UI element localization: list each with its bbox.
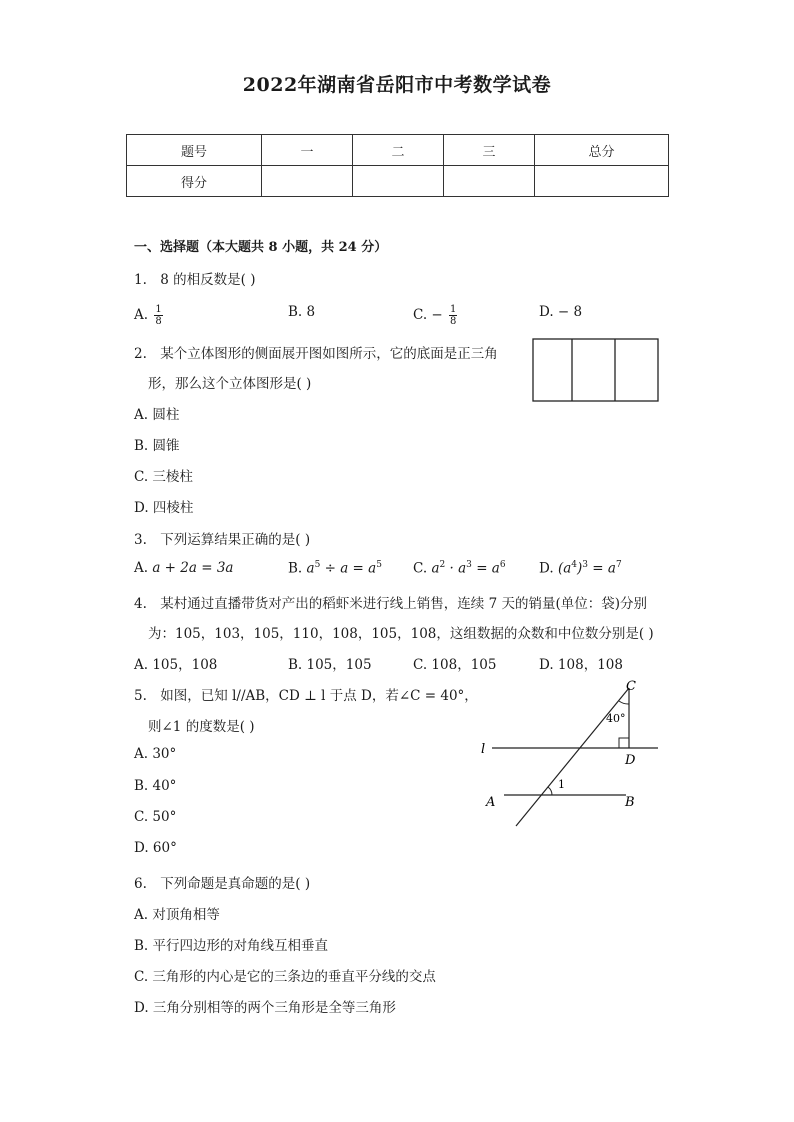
question-2-stem-cont: 形，那么这个立体图形是( ) xyxy=(148,376,312,392)
q5-option-d: D. 60° xyxy=(134,840,177,856)
q1-option-c xyxy=(413,304,459,327)
label-l: l xyxy=(481,742,486,757)
question-number: 4. xyxy=(134,596,147,612)
math-expression: a + 2a = 3a xyxy=(152,560,234,576)
q1-option-d: D. − 8 xyxy=(539,304,583,320)
q5-option-c: C. 50° xyxy=(134,809,177,825)
question-text: 某村通过直播带货对产出的稻虾米进行线上销售，连续 7 天的销量(单位：袋)分别 xyxy=(160,596,648,612)
q3-option-d xyxy=(539,560,622,577)
q3-option-a xyxy=(134,560,233,576)
score-row-label: 得分 xyxy=(127,166,262,197)
q6-option-a: A. 对顶角相等 xyxy=(134,907,220,923)
unfolded-prism-figure xyxy=(532,338,660,404)
score-header-cell: 二 xyxy=(353,135,444,166)
denominator: 8 xyxy=(155,316,162,327)
section-heading: 一、选择题（本大题共 8 小题，共 24 分） xyxy=(134,240,388,255)
question-number: 3. xyxy=(134,532,147,548)
q3-option-c xyxy=(413,560,506,577)
transversal xyxy=(516,688,629,826)
math-expression: ÷ a = a xyxy=(320,560,377,577)
question-6-stem xyxy=(134,872,310,892)
option-label: A. xyxy=(134,307,149,323)
fraction xyxy=(449,304,457,327)
label-a: A xyxy=(486,795,496,810)
question-5-stem-cont: 则∠1 的度数是( ) xyxy=(148,719,255,735)
score-cell xyxy=(262,166,353,197)
score-header-cell: 三 xyxy=(444,135,535,166)
option-label: D. xyxy=(539,560,554,577)
score-header-cell: 一 xyxy=(262,135,353,166)
parallel-lines-figure xyxy=(470,676,670,830)
q3-option-b xyxy=(288,560,382,577)
score-header-cell: 总分 xyxy=(535,135,669,166)
exponent: 7 xyxy=(615,560,622,570)
score-cell xyxy=(535,166,669,197)
question-text: 下列命题是真命题的是( ) xyxy=(160,876,311,892)
angle-1-arc xyxy=(548,787,552,795)
question-number: 5. xyxy=(134,688,147,704)
q6-option-b: B. 平行四边形的对角线互相垂直 xyxy=(134,938,329,954)
question-text: 某个立体图形的侧面展开图如图所示，它的底面是正三角 xyxy=(160,346,498,362)
q5-option-a: A. 30° xyxy=(134,746,177,762)
q4-option-a: A. 105，108 xyxy=(134,657,218,673)
label-angle-40: 40° xyxy=(606,712,626,725)
score-cell xyxy=(444,166,535,197)
q2-option-a: A. 圆柱 xyxy=(134,407,180,423)
right-angle-mark xyxy=(619,738,629,748)
question-4-stem-cont: 为：105，103，105，110，108，105，108，这组数据的众数和中位数分别是( ) xyxy=(148,626,654,642)
math-expression: (a xyxy=(557,560,572,577)
numerator: 1 xyxy=(450,304,457,315)
question-2-stem xyxy=(134,342,498,362)
option-label: B. xyxy=(288,560,303,577)
question-text: 如图，已知 l//AB，CD ⊥ l 于点 D，若∠C = 40°， xyxy=(160,688,478,704)
q4-option-b: B. 105，105 xyxy=(288,657,372,673)
denominator: 8 xyxy=(450,316,457,327)
exponent: 5 xyxy=(314,560,321,570)
q2-option-b: B. 圆锥 xyxy=(134,438,180,454)
label-c: C xyxy=(626,679,636,694)
math-expression: = a xyxy=(588,560,616,577)
exponent: 4 xyxy=(571,560,577,570)
q4-option-d: D. 108，108 xyxy=(539,657,623,673)
math-base: a xyxy=(306,560,315,577)
math-expression: ) xyxy=(577,560,583,577)
math-base: a xyxy=(431,560,440,577)
question-4-stem xyxy=(134,592,647,612)
page-title: 2022年湖南省岳阳市中考数学试卷 xyxy=(242,74,552,96)
q1-option-a xyxy=(134,304,165,327)
figure-outline xyxy=(533,339,658,401)
math-expression: = a xyxy=(471,560,500,577)
exponent: 3 xyxy=(466,560,472,570)
label-angle-1: 1 xyxy=(558,778,565,791)
angle-c-arc xyxy=(619,701,629,704)
option-label: C. − xyxy=(413,307,443,323)
exponent: 3 xyxy=(582,560,589,570)
q6-option-c: C. 三角形的内心是它的三条边的垂直平分线的交点 xyxy=(134,969,436,985)
q4-option-c: C. 108，105 xyxy=(413,657,497,673)
fraction xyxy=(154,304,162,327)
question-number: 1. xyxy=(134,272,147,288)
question-3-stem xyxy=(134,528,310,548)
option-label: A. xyxy=(134,560,149,576)
q6-option-d: D. 三角分别相等的两个三角形是全等三角形 xyxy=(134,1000,396,1016)
numerator: 1 xyxy=(155,304,162,315)
score-header-cell: 题号 xyxy=(127,135,262,166)
label-b: B xyxy=(625,795,635,810)
question-number: 2. xyxy=(134,346,147,362)
exponent: 6 xyxy=(499,560,506,570)
question-text: 8 的相反数是( ) xyxy=(160,272,256,288)
question-1-stem xyxy=(134,268,256,288)
option-label: C. xyxy=(413,560,428,577)
score-table-score-row xyxy=(127,166,669,197)
label-d: D xyxy=(625,753,636,768)
math-expression: · a xyxy=(445,560,467,577)
score-cell xyxy=(353,166,444,197)
score-table xyxy=(126,134,669,197)
q5-option-b: B. 40° xyxy=(134,778,177,794)
score-table-header-row xyxy=(127,135,669,166)
q2-option-d: D. 四棱柱 xyxy=(134,500,194,516)
question-number: 6. xyxy=(134,876,147,892)
exponent: 5 xyxy=(376,560,382,570)
exponent: 2 xyxy=(439,560,446,570)
question-5-stem xyxy=(134,684,478,704)
q1-option-b: B. 8 xyxy=(288,304,316,320)
q2-option-c: C. 三棱柱 xyxy=(134,469,193,485)
question-text: 下列运算结果正确的是( ) xyxy=(160,532,311,548)
